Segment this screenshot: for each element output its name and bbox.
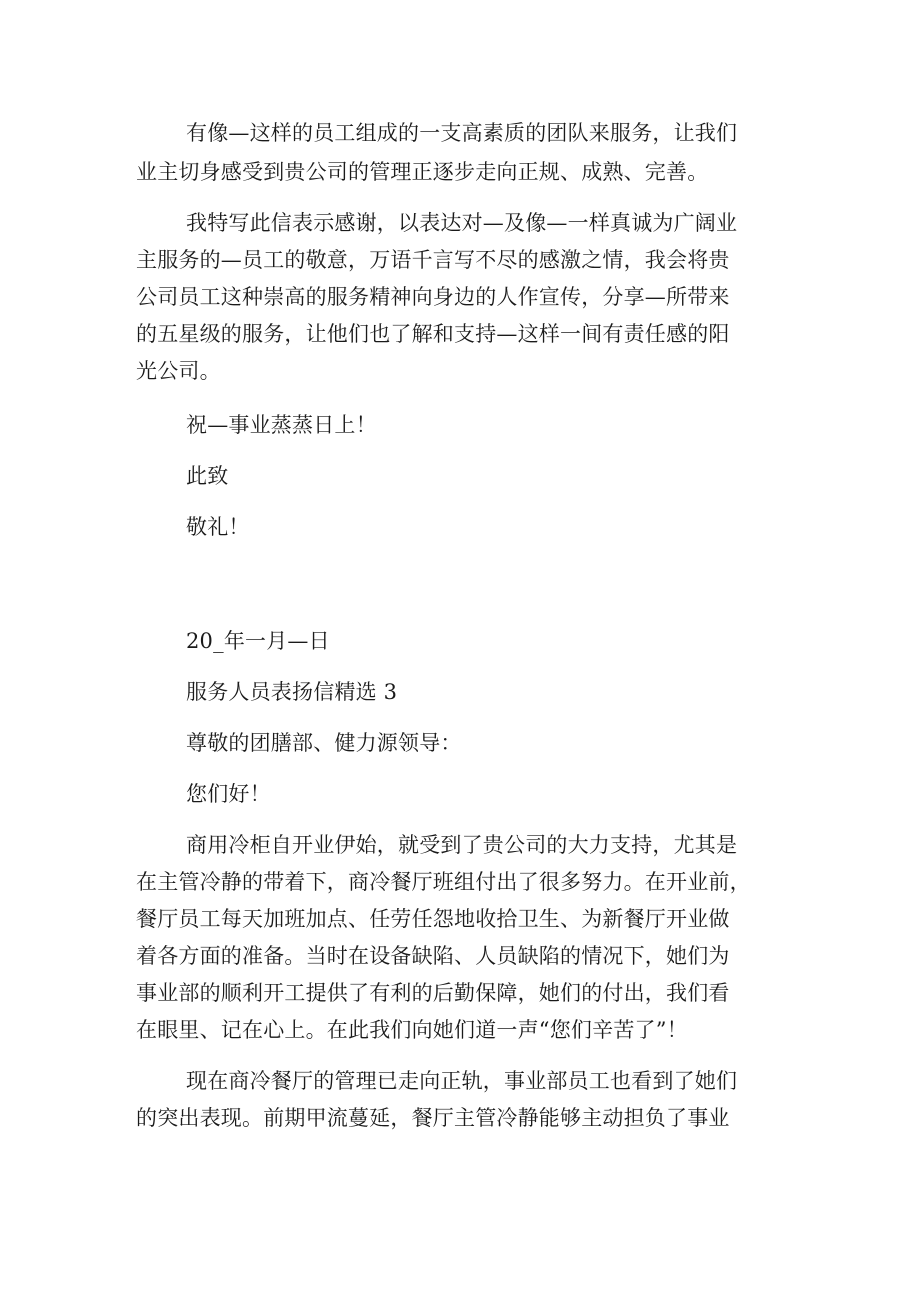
paragraph-line: 餐厅员工每天加班加点、任劳任怨地收拾卫生、为新餐厅开业做 [136, 907, 730, 931]
paragraph-line: 有像—这样的员工组成的一支高素质的团队来服务，让我们 [186, 121, 738, 145]
paragraph-line: 着各方面的准备。当时在设备缺陷、人员缺陷的情况下，她们为 [136, 944, 730, 968]
letter-opening: 您们好！ [186, 782, 271, 806]
paragraph-line: 我特写此信表示感谢，以表达对—及像—一样真诚为广阔业 [186, 211, 738, 235]
paragraph-line: 公司员工这种崇高的服务精神向身边的人作宣传，分享—所带来 [136, 285, 730, 309]
paragraph-line: 的五星级的服务，让他们也了解和支持—这样一间有责任感的阳 [136, 322, 730, 346]
paragraph-line: 事业部的顺利开工提供了有利的后勤保障，她们的付出，我们看 [136, 981, 730, 1005]
paragraph-line: 在眼里、记在心上。在此我们向她们道一声“您们辛苦了”！ [136, 1018, 688, 1042]
letter-greeting: 尊敬的团膳部、健力源领导： [186, 731, 462, 755]
paragraph-line: 在主管冷静的带着下，商冷餐厅班组付出了很多努力。在开业前， [136, 870, 751, 894]
paragraph-line: 业主切身感受到贵公司的管理正逐步走向正规、成熟、完善。 [136, 160, 709, 184]
paragraph-line: 的突出表现。前期甲流蔓延，餐厅主管冷静能够主动担负了事业 [136, 1106, 730, 1130]
paragraph-line: 现在商冷餐厅的管理已走向正轨，事业部员工也看到了她们 [186, 1069, 738, 1093]
paragraph-line: 光公司。 [136, 359, 221, 383]
closing-regards: 敬礼！ [186, 515, 250, 539]
closing-wish: 祝—事业蒸蒸日上！ [186, 413, 377, 437]
letter-date: 20_年一月—日 [186, 629, 330, 653]
closing-salutation: 此致 [186, 464, 229, 488]
paragraph-line: 主服务的—员工的敬意，万语千言写不尽的感激之情，我会将贵 [136, 248, 730, 272]
section-title: 服务人员表扬信精选 3 [186, 680, 398, 704]
paragraph-line: 商用冷柜自开业伊始，就受到了贵公司的大力支持，尤其是 [186, 833, 738, 857]
